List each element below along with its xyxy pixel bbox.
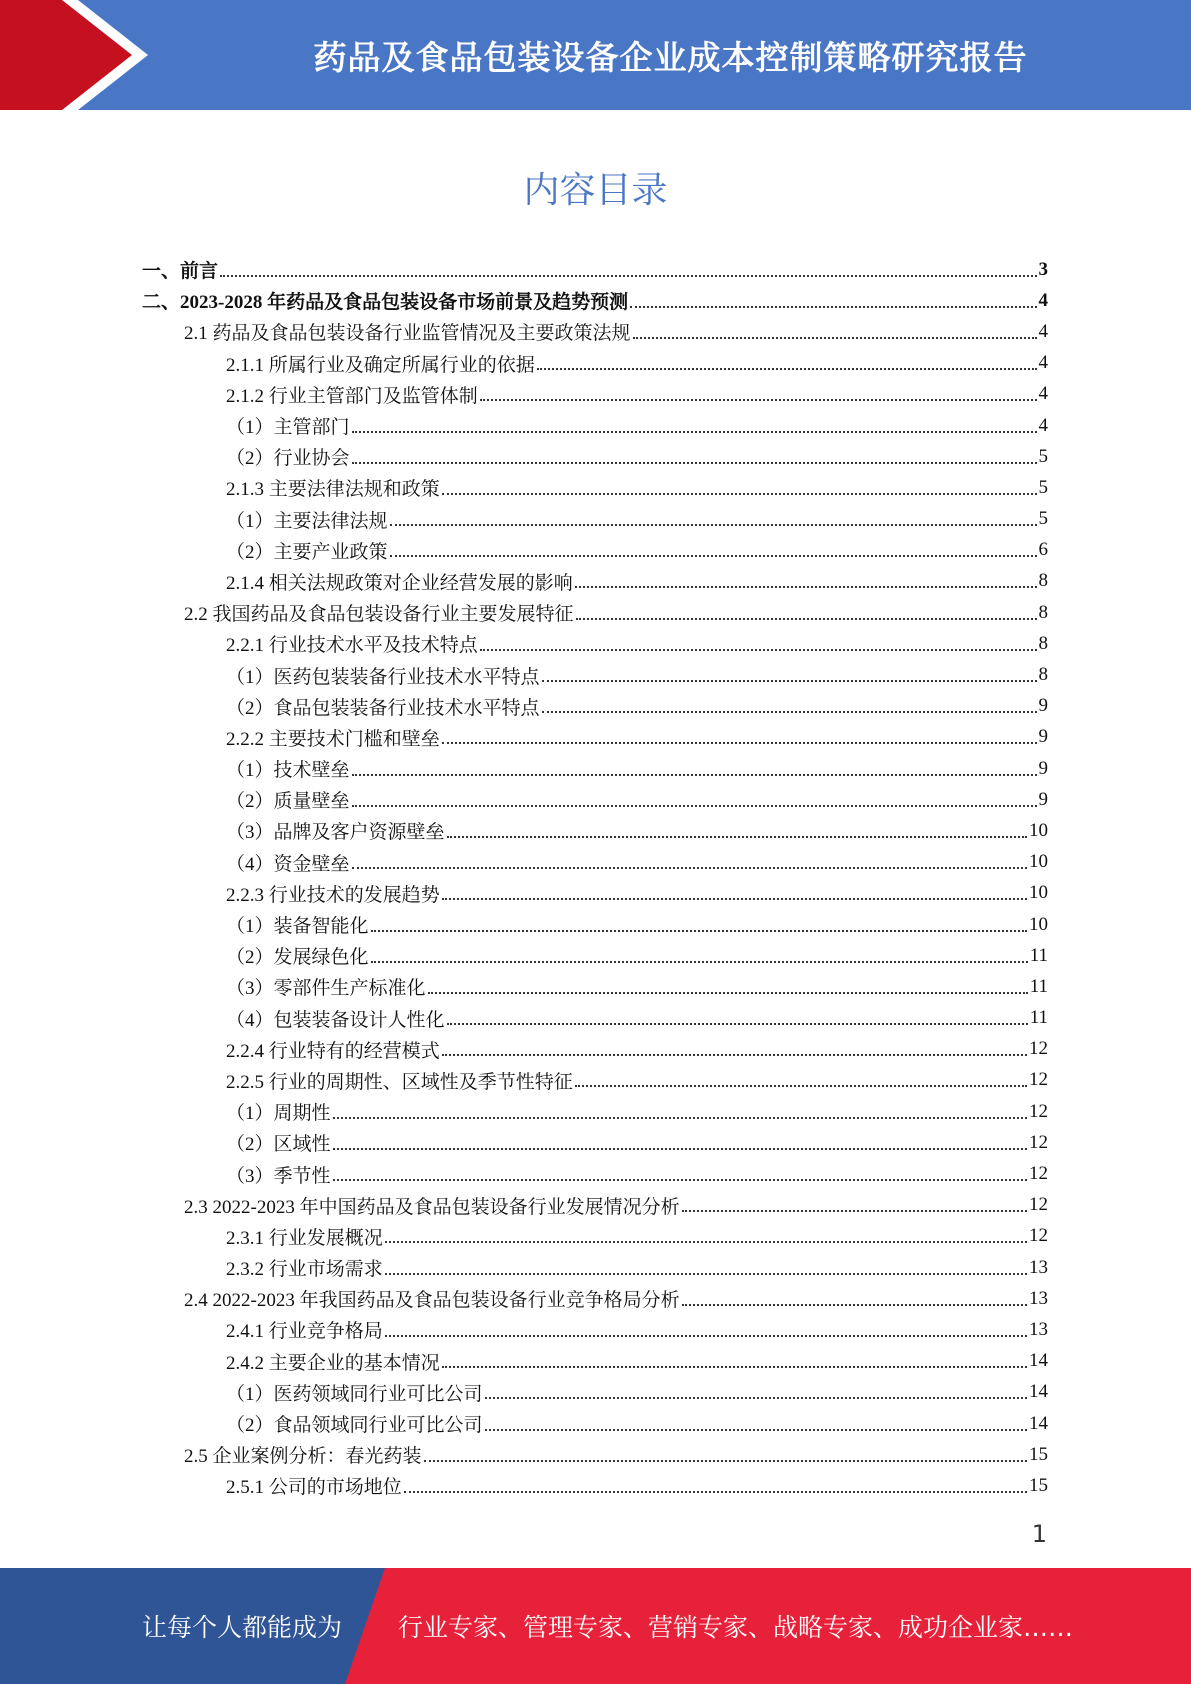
toc-entry-title: （2）发展绿色化	[226, 947, 369, 969]
toc-entry[interactable]	[142, 815, 1048, 846]
toc-entry-page: 14	[1029, 1381, 1048, 1403]
toc-entry-title: （1）医药领域同行业可比公司	[226, 1383, 483, 1405]
toc-entry-title: （4）包装装备设计人性化	[226, 1009, 445, 1031]
toc-entry[interactable]	[142, 1314, 1048, 1345]
toc-entry-title: （1）技术壁垒	[226, 760, 350, 782]
toc-entry-page: 4	[1038, 383, 1048, 405]
toc-entry-title: （2）食品领域同行业可比公司	[226, 1415, 483, 1437]
toc-entry[interactable]	[142, 878, 1048, 909]
toc-entry-title: 2.1.3 主要法律法规和政策	[226, 479, 440, 501]
toc-dot-leader	[633, 337, 1037, 339]
toc-dot-leader	[480, 649, 1037, 651]
toc-entry-title: 2.1.1 所属行业及确定所属行业的依据	[226, 354, 535, 376]
toc-entry-page: 14	[1029, 1350, 1048, 1372]
toc-entry-page: 4	[1038, 414, 1048, 436]
toc-entry-page: 6	[1038, 539, 1048, 561]
toc-dot-leader	[485, 1429, 1027, 1431]
toc-entry-page: 9	[1038, 757, 1048, 779]
toc-dot-leader	[575, 586, 1037, 588]
toc-entry-page: 12	[1029, 1225, 1048, 1247]
toc-entry-page: 5	[1038, 445, 1048, 467]
toc-dot-leader	[371, 930, 1027, 932]
toc-entry[interactable]	[142, 472, 1048, 503]
toc-entry[interactable]	[142, 1470, 1048, 1501]
toc-entry[interactable]	[142, 940, 1048, 971]
toc-entry-page: 8	[1038, 664, 1048, 686]
toc-dot-leader	[428, 992, 1028, 994]
toc-entry-page: 12	[1029, 1163, 1048, 1185]
footer-slogan-left: 让每个人都能成为	[142, 1613, 343, 1642]
toc-dot-leader	[537, 368, 1037, 370]
page-footer	[0, 1568, 1191, 1684]
toc-entry[interactable]	[142, 379, 1048, 410]
toc-entry-title: 2.1.4 相关法规政策对企业经营发展的影响	[226, 572, 573, 594]
toc-entry-title: （3）品牌及客户资源壁垒	[226, 822, 445, 844]
toc-entry-page: 9	[1038, 726, 1048, 748]
toc-dot-leader	[480, 399, 1037, 401]
toc-entry[interactable]	[142, 1096, 1048, 1127]
toc-entry-title: 2.5 企业案例分析：春光药装	[184, 1446, 422, 1468]
toc-entry-title: （1）装备智能化	[226, 916, 369, 938]
toc-dot-leader	[404, 1491, 1027, 1493]
toc-dot-leader	[442, 742, 1037, 744]
toc-entry[interactable]	[142, 753, 1048, 784]
toc-entry[interactable]	[142, 1065, 1048, 1096]
toc-entry-title: 2.2.5 行业的周期性、区域性及季节性特征	[226, 1071, 573, 1093]
toc-entry-page: 10	[1029, 882, 1048, 904]
toc-entry-page: 5	[1038, 476, 1048, 498]
toc-entry-title: （1）医药包装装备行业技术水平特点	[226, 666, 540, 688]
toc-entry-title: （2）质量壁垒	[226, 791, 350, 813]
toc-entry[interactable]	[142, 691, 1048, 722]
page-header	[0, 0, 1191, 110]
toc-entry-page: 15	[1029, 1474, 1048, 1496]
toc-dot-leader	[390, 555, 1037, 557]
toc-entry-title: （2）区域性	[226, 1134, 331, 1156]
toc-entry-title: （3）零部件生产标准化	[226, 978, 426, 1000]
toc-dot-leader	[630, 306, 1036, 308]
toc-entry[interactable]	[142, 1346, 1048, 1377]
toc-entry[interactable]	[142, 1127, 1048, 1158]
toc-entry[interactable]	[142, 597, 1048, 628]
toc-entry-page: 11	[1029, 975, 1048, 997]
toc-dot-leader	[542, 711, 1037, 713]
toc-entry[interactable]	[142, 628, 1048, 659]
toc-entry[interactable]	[142, 316, 1048, 347]
toc-entry-page: 10	[1029, 851, 1048, 873]
report-title: 药品及食品包装设备企业成本控制策略研究报告	[313, 37, 1028, 77]
toc-entry-page: 12	[1029, 1069, 1048, 1091]
toc-entry-title: 2.4.1 行业竞争格局	[226, 1321, 383, 1343]
toc-dot-leader	[390, 524, 1037, 526]
toc-entry-page: 5	[1038, 508, 1048, 530]
page-number: 1	[1031, 1520, 1047, 1548]
toc-entry-title: 2.2.4 行业特有的经营模式	[226, 1040, 440, 1062]
toc-dot-leader	[682, 1210, 1027, 1212]
toc-entry[interactable]	[142, 1221, 1048, 1252]
toc-entry-page: 12	[1029, 1194, 1048, 1216]
toc-entry[interactable]	[142, 1283, 1048, 1314]
toc-dot-leader	[385, 1273, 1027, 1275]
toc-entry-page: 4	[1038, 289, 1048, 311]
toc-entry-page: 13	[1029, 1318, 1048, 1340]
toc-entry-title: 二、2023-2028 年药品及食品包装设备市场前景及趋势预测	[142, 292, 629, 314]
toc-entry-title: 2.5.1 公司的市场地位	[226, 1477, 402, 1499]
toc-entry[interactable]	[142, 504, 1048, 535]
toc-entry[interactable]	[142, 535, 1048, 566]
toc-dot-leader	[442, 1366, 1027, 1368]
toc-entry[interactable]	[142, 1377, 1048, 1408]
toc-entry[interactable]	[142, 971, 1048, 1002]
toc-entry[interactable]	[142, 1003, 1048, 1034]
toc-entry-title: （2）主要产业政策	[226, 541, 388, 563]
toc-dot-leader	[333, 1117, 1027, 1119]
toc-entry-title: 2.1 药品及食品包装设备行业监管情况及主要政策法规	[184, 323, 631, 345]
toc-dot-leader	[576, 618, 1037, 620]
toc-entry-title: 2.3.1 行业发展概况	[226, 1227, 383, 1249]
toc-entry-title: 一、前言	[142, 261, 219, 283]
toc-entry-title: （3）季节性	[226, 1165, 331, 1187]
toc-dot-leader	[442, 493, 1037, 495]
toc-entry-title: （1）主管部门	[226, 417, 350, 439]
toc-entry-title: 2.1.2 行业主管部门及监管体制	[226, 385, 478, 407]
toc-entry-title: 2.4 2022-2023 年我国药品及食品包装设备行业竞争格局分析	[184, 1290, 680, 1312]
toc-entry[interactable]	[142, 441, 1048, 472]
toc-dot-leader	[447, 1023, 1028, 1025]
toc-dot-leader	[220, 275, 1036, 277]
toc-entry[interactable]	[142, 1439, 1048, 1470]
toc-entry-page: 4	[1038, 320, 1048, 342]
toc-entry-title: 2.4.2 主要企业的基本情况	[226, 1352, 440, 1374]
toc-entry[interactable]	[142, 909, 1048, 940]
toc-entry-page: 8	[1038, 570, 1048, 592]
table-of-contents	[142, 254, 1048, 1502]
toc-entry-title: （4）资金壁垒	[226, 853, 350, 875]
toc-entry[interactable]	[142, 566, 1048, 597]
toc-entry-page: 3	[1038, 258, 1048, 280]
toc-entry-title: 2.3 2022-2023 年中国药品及食品包装设备行业发展情况分析	[184, 1196, 680, 1218]
toc-dot-leader	[682, 1304, 1027, 1306]
toc-entry[interactable]	[142, 410, 1048, 441]
toc-entry-title: （2）行业协会	[226, 448, 350, 470]
toc-dot-leader	[542, 680, 1037, 682]
toc-entry-page: 10	[1029, 913, 1048, 935]
toc-entry-title: （1）周期性	[226, 1103, 331, 1125]
toc-dot-leader	[333, 1179, 1027, 1181]
toc-dot-leader	[447, 836, 1027, 838]
toc-entry-page: 12	[1029, 1131, 1048, 1153]
toc-entry-page: 10	[1029, 819, 1048, 841]
toc-entry-page: 9	[1038, 788, 1048, 810]
toc-entry[interactable]	[142, 285, 1048, 316]
toc-entry[interactable]	[142, 1408, 1048, 1439]
toc-entry[interactable]	[142, 1190, 1048, 1221]
toc-dot-leader	[424, 1460, 1027, 1462]
toc-entry-title: 2.2.1 行业技术水平及技术特点	[226, 635, 478, 657]
toc-entry-title: 2.2 我国药品及食品包装设备行业主要发展特征	[184, 604, 574, 626]
toc-heading: 内容目录	[523, 170, 668, 211]
toc-dot-leader	[575, 1085, 1027, 1087]
toc-dot-leader	[485, 1397, 1027, 1399]
toc-entry-page: 15	[1029, 1443, 1048, 1465]
toc-dot-leader	[442, 898, 1027, 900]
toc-dot-leader	[352, 867, 1027, 869]
toc-dot-leader	[333, 1148, 1027, 1150]
toc-entry[interactable]	[142, 1034, 1048, 1065]
toc-entry[interactable]	[142, 847, 1048, 878]
toc-dot-leader	[385, 1335, 1027, 1337]
toc-entry-page: 8	[1038, 601, 1048, 623]
toc-dot-leader	[352, 805, 1037, 807]
toc-entry-page: 8	[1038, 632, 1048, 654]
toc-entry[interactable]	[142, 254, 1048, 285]
toc-entry-title: 2.2.2 主要技术门槛和壁垒	[226, 728, 440, 750]
toc-entry-title: 2.2.3 行业技术的发展趋势	[226, 884, 440, 906]
toc-entry-page: 14	[1029, 1412, 1048, 1434]
toc-dot-leader	[352, 431, 1037, 433]
toc-entry-page: 13	[1029, 1287, 1048, 1309]
toc-entry-title: 2.3.2 行业市场需求	[226, 1259, 383, 1281]
toc-entry-page: 11	[1029, 1007, 1048, 1029]
toc-entry-page: 9	[1038, 695, 1048, 717]
toc-entry-page: 12	[1029, 1038, 1048, 1060]
toc-dot-leader	[352, 462, 1037, 464]
toc-entry[interactable]	[142, 1252, 1048, 1283]
toc-entry[interactable]	[142, 1158, 1048, 1189]
toc-entry-page: 4	[1038, 352, 1048, 374]
toc-entry-title: （1）主要法律法规	[226, 510, 388, 532]
toc-dot-leader	[442, 1054, 1027, 1056]
toc-entry[interactable]	[142, 722, 1048, 753]
footer-slogan-right: 行业专家、管理专家、营销专家、战略专家、成功企业家……	[398, 1613, 1074, 1642]
toc-entry-title: （2）食品包装装备行业技术水平特点	[226, 697, 540, 719]
toc-entry-page: 11	[1029, 944, 1048, 966]
toc-entry-page: 13	[1029, 1256, 1048, 1278]
toc-entry[interactable]	[142, 659, 1048, 690]
toc-entry[interactable]	[142, 784, 1048, 815]
toc-dot-leader	[385, 1241, 1027, 1243]
toc-entry[interactable]	[142, 348, 1048, 379]
toc-entry-page: 12	[1029, 1100, 1048, 1122]
toc-dot-leader	[352, 774, 1037, 776]
toc-dot-leader	[371, 961, 1028, 963]
